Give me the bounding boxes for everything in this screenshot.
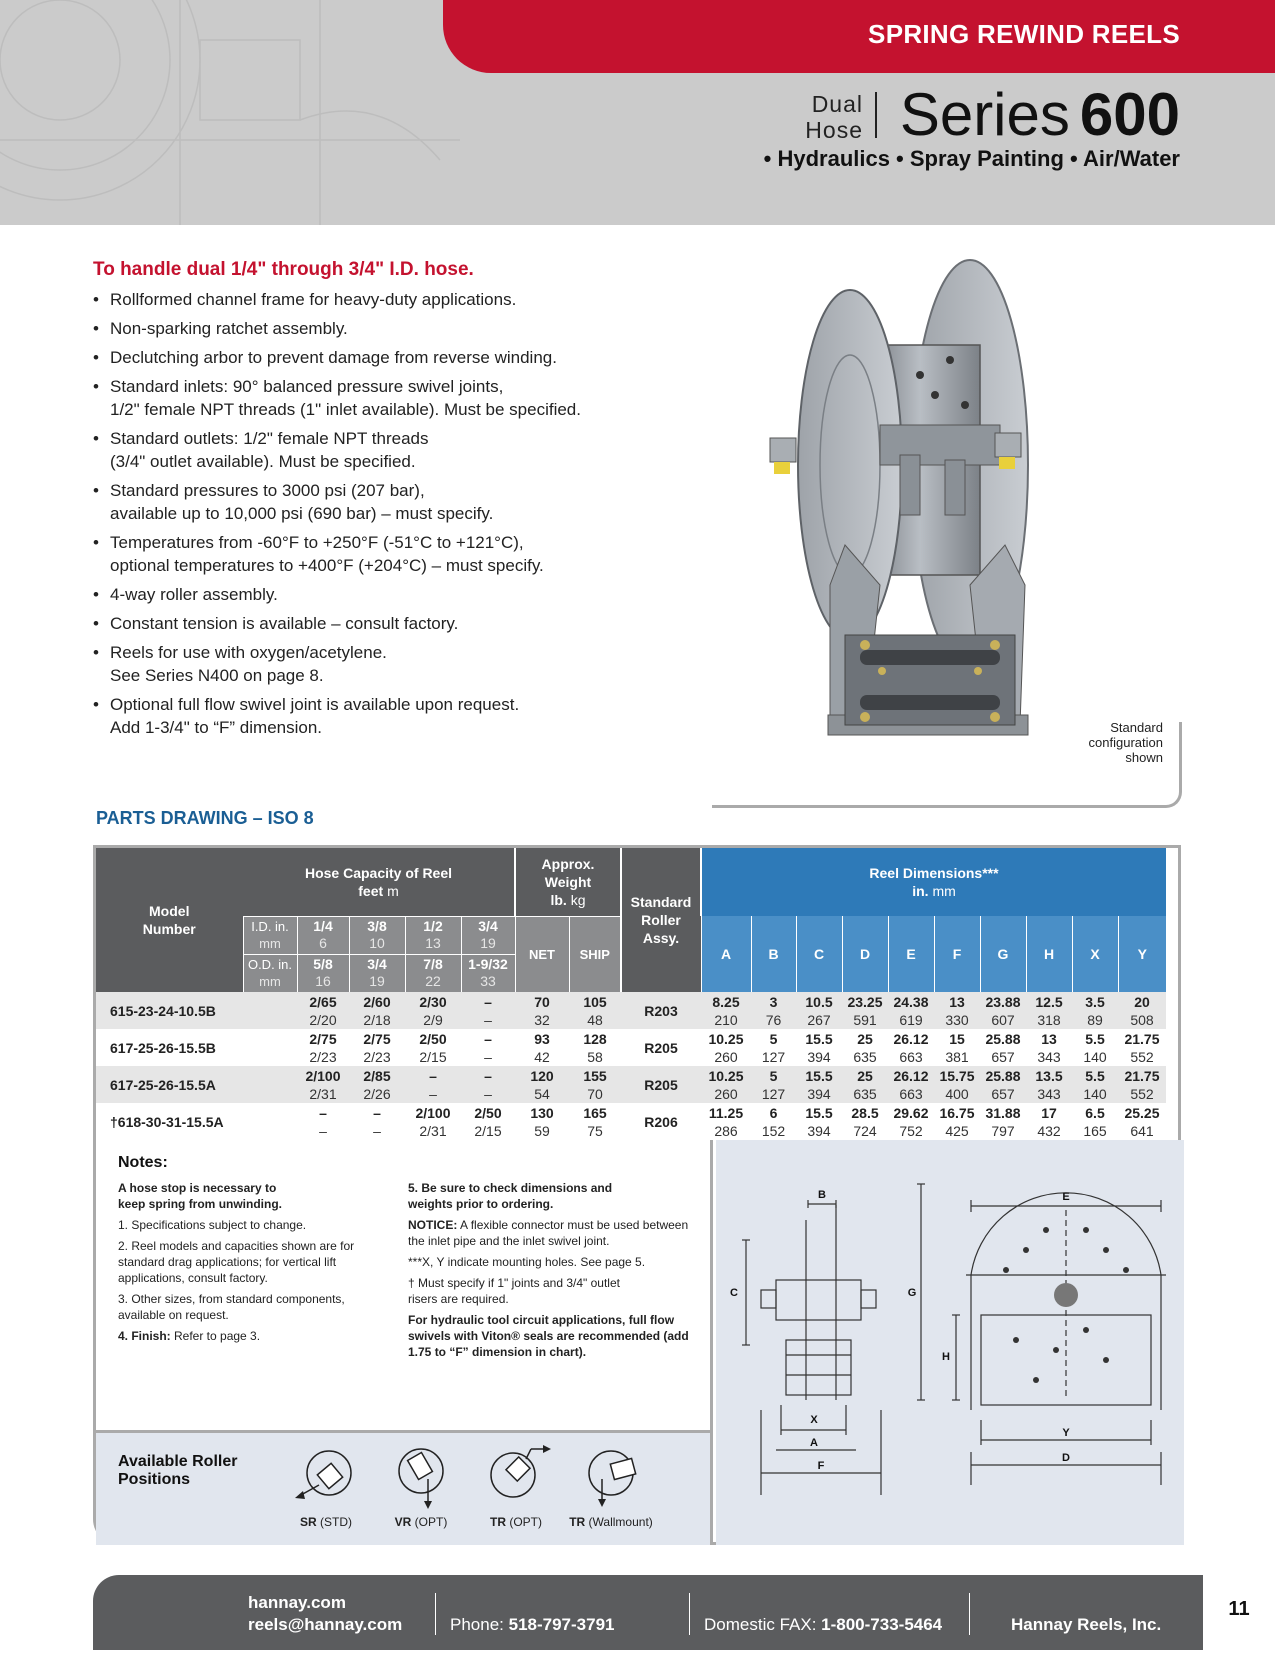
parts-drawing-title: PARTS DRAWING – ISO 8 [96, 808, 314, 828]
reel-dimension: 25.88 657 [980, 1066, 1026, 1103]
dim-letter-f: F [934, 916, 980, 992]
hose-capacity: – – [461, 1029, 515, 1066]
reel-dimension: 13.5 343 [1026, 1066, 1072, 1103]
reel-dimension: 10.25 260 [701, 1029, 751, 1066]
parts-drawing [716, 1140, 1184, 1545]
reel-dimension: 5.5 140 [1072, 1066, 1118, 1103]
dim-letter-g: G [980, 916, 1026, 992]
list-item: • Reels for use with oxygen/acetylene. See Series N400 on page 8. [93, 643, 387, 685]
reel-dimension: 15.5 394 [796, 1029, 842, 1066]
ship-weight: 165 75 [569, 1103, 621, 1140]
reel-dimension: 31.88 797 [980, 1103, 1026, 1140]
note-5: 5. Be sure to check dimensions and weights prior to ordering. [408, 1181, 613, 1211]
note-xy: ***X, Y indicate mounting holes. See page 5. [408, 1255, 646, 1269]
reel-dimension: 3 76 [751, 992, 796, 1029]
model-number-header: Model Number [96, 848, 243, 992]
dim-letter-a: A [701, 916, 751, 992]
hose-capacity: 2/100 2/31 [297, 1066, 349, 1103]
hose-capacity: 2/30 2/9 [405, 992, 461, 1029]
roller-position-tr: TR (OPT) [471, 1443, 561, 1543]
model-number: 615-23-24-10.5B [96, 992, 297, 1029]
net-weight: 70 32 [515, 992, 569, 1029]
model-number: 617-25-26-15.5A [96, 1066, 297, 1103]
reel-dimensions-header: Reel Dimensions*** in. mm [701, 848, 1166, 916]
reel-dimension: 21.75 552 [1118, 1029, 1166, 1066]
reel-dimension: 6.5 165 [1072, 1103, 1118, 1140]
reel-dimension: 15.75 400 [934, 1066, 980, 1103]
reel-dimension: 15 381 [934, 1029, 980, 1066]
list-item: • 4-way roller assembly. [93, 585, 278, 604]
features-title: To handle dual 1/4" through 3/4" I.D. hose. [93, 259, 474, 280]
hose-capacity: 2/60 2/18 [349, 992, 405, 1029]
dim-label-x: X [810, 1414, 818, 1426]
title-divider [875, 92, 877, 138]
reel-dimension: 13 330 [934, 992, 980, 1029]
reel-dimension: 15.5 394 [796, 1103, 842, 1140]
dim-label-y: Y [1062, 1427, 1070, 1439]
list-item: • Standard pressures to 3000 psi (207 bar), available up to 10,000 psi (690 bar) – must specify. [93, 481, 494, 523]
series-word: Series [899, 81, 1070, 148]
hose-capacity-header: Hose Capacity of Reel feet m [243, 848, 515, 916]
note-hose-stop: A hose stop is necessary to keep spring from unwinding. [118, 1181, 283, 1211]
reel-dimension: 11.25 286 [701, 1103, 751, 1140]
hose-size-id: 3/8 10 [349, 916, 405, 954]
notes-section [96, 1140, 713, 1430]
dim-label-f: F [817, 1460, 825, 1472]
net-header: NET [515, 916, 569, 992]
notes-title: Notes: [118, 1154, 168, 1171]
table-row [96, 1103, 1166, 1140]
table-row [96, 992, 1166, 1029]
roller-assy: R203 [621, 992, 701, 1029]
reel-dimension: 25 635 [842, 1029, 888, 1066]
dim-letter-b: B [751, 916, 796, 992]
hose-size-id: 1/2 13 [405, 916, 461, 954]
ship-weight: 128 58 [569, 1029, 621, 1066]
list-item: • Optional full flow swivel joint is available upon request. Add 1-3/4" to “F” dimension. [93, 695, 520, 737]
note-3: 3. Other sizes, from standard components, available on request. [118, 1292, 345, 1322]
reel-dimension: 28.5 724 [842, 1103, 888, 1140]
hose-size-od: 3/4 19 [349, 954, 405, 992]
specifications-panel [93, 845, 1181, 1545]
dim-letter-e: E [888, 916, 934, 992]
reel-dimension: 10.5 267 [796, 992, 842, 1029]
footer-faxes: Domestic FAX: 1-800-733-5464 International FAX: 518-797-3259 [704, 1615, 950, 1678]
list-item: • Constant tension is available – consult factory. [93, 614, 459, 633]
roller-position-vr: VR (OPT) [376, 1443, 466, 1543]
reel-dimension: 21.75 552 [1118, 1066, 1166, 1103]
hose-capacity: – – [349, 1103, 405, 1140]
id-label: I.D. in. mm [243, 916, 297, 954]
hose-size-od: 1-9/32 33 [461, 954, 515, 992]
dim-letter-y: Y [1118, 916, 1166, 992]
roller-wallmount-icon [566, 1443, 656, 1513]
hose-capacity: 2/75 2/23 [349, 1029, 405, 1066]
list-item: • Temperatures from -60°F to +250°F (-51°C to +121°C), optional temperatures to +400°F (+204°C) – must specify. [93, 533, 544, 575]
reel-dimension: 24.38 619 [888, 992, 934, 1029]
note-notice: NOTICE: A flexible connector must be used between the inlet pipe and the inlet swivel joint. [408, 1218, 689, 1248]
specifications-table [96, 848, 1166, 1140]
series-title [900, 80, 1180, 149]
reel-dimension: 17 432 [1026, 1103, 1072, 1140]
dim-label-g: G [907, 1287, 917, 1299]
reel-dimension: 25.25 641 [1118, 1103, 1166, 1140]
hose-capacity: 2/50 2/15 [405, 1029, 461, 1066]
background-reel-drawing [0, 0, 460, 225]
table-row [96, 1029, 1166, 1066]
spec-rows [96, 992, 1166, 1140]
notes-column-2 [408, 1180, 698, 1365]
reel-dimension: 5.5 140 [1072, 1029, 1118, 1066]
reel-dimension: 15.5 394 [796, 1066, 842, 1103]
ship-weight: 155 70 [569, 1066, 621, 1103]
reel-dimension: 25.88 657 [980, 1029, 1026, 1066]
notes-column-1 [118, 1180, 378, 1349]
hose-capacity: 2/85 2/26 [349, 1066, 405, 1103]
list-item: • Rollformed channel frame for heavy-duty applications. [93, 290, 517, 309]
roller-assy: R205 [621, 1029, 701, 1066]
list-item: • Standard inlets: 90° balanced pressure swivel joints, 1/2" female NPT threads (1" inlet available). Must be specified. [93, 377, 581, 419]
reel-dimension: 13 343 [1026, 1029, 1072, 1066]
dim-label-c: C [730, 1287, 738, 1299]
roller-sr-icon [281, 1443, 371, 1513]
footer-company: Hannay Reels, Inc. [1011, 1615, 1162, 1634]
hose-capacity: 2/50 2/15 [461, 1103, 515, 1140]
net-weight: 120 54 [515, 1066, 569, 1103]
footer-phones: Phone: 518-797-3791 Toll Free: 1-877-467-3357 [450, 1615, 646, 1678]
reel-dimension: 8.25 210 [701, 992, 751, 1029]
net-weight: 130 59 [515, 1103, 569, 1140]
reel-dimension: 6 152 [751, 1103, 796, 1140]
model-number: 617-25-26-15.5B [96, 1029, 297, 1066]
roller-tr-icon [471, 1443, 561, 1513]
note-4: 4. Finish: Refer to page 3. [118, 1329, 261, 1343]
hose-capacity: – – [461, 1066, 515, 1103]
hose-size-od: 5/8 16 [297, 954, 349, 992]
hose-size-id: 1/4 6 [297, 916, 349, 954]
reel-dimension: 26.12 663 [888, 1066, 934, 1103]
note-hydraulic: For hydraulic tool circuit applications, full flow swivels with Viton® seals are recommended (add 1.75 to “F” dimension in chart). [408, 1313, 689, 1359]
note-dagger: † Must specify if 1" joints and 3/4" outlet risers are required. [408, 1276, 620, 1306]
dim-label-e: E [1062, 1191, 1070, 1203]
hose-capacity: – – [405, 1066, 461, 1103]
list-item: • Standard outlets: 1/2" female NPT threads (3/4" outlet available). Must be specified. [93, 429, 429, 471]
features-list [93, 288, 673, 745]
od-label: O.D. in. mm [243, 954, 297, 992]
application-subtitle: • Hydraulics • Spray Painting • Air/Water [763, 146, 1180, 171]
dim-letter-x: X [1072, 916, 1118, 992]
category-banner [443, 0, 1275, 73]
dimension-drawing [716, 1140, 1184, 1545]
hose-size-od: 7/8 22 [405, 954, 461, 992]
reel-dimension: 23.25 591 [842, 992, 888, 1029]
reel-dimension: 10.25 260 [701, 1066, 751, 1103]
dim-label-a: A [810, 1437, 818, 1449]
list-item: • Non-sparking ratchet assembly. [93, 319, 348, 338]
ship-weight: 105 48 [569, 992, 621, 1029]
list-item: • Declutching arbor to prevent damage from reverse winding. [93, 348, 557, 367]
reel-dimension: 16.75 425 [934, 1103, 980, 1140]
reel-dimension: 12.5 318 [1026, 992, 1072, 1029]
hose-size-id: 3/4 19 [461, 916, 515, 954]
footer-web-email[interactable]: hannay.com reels@hannay.com [248, 1593, 403, 1634]
reel-dimension: 20 508 [1118, 992, 1166, 1029]
roller-assy: R205 [621, 1066, 701, 1103]
series-number: 600 [1079, 81, 1180, 148]
reel-dimension: 3.5 89 [1072, 992, 1118, 1029]
category-title: SPRING REWIND REELS [868, 19, 1180, 49]
hose-capacity: 2/100 2/31 [405, 1103, 461, 1140]
dim-letter-h: H [1026, 916, 1072, 992]
note-2: 2. Reel models and capacities shown are for standard drag applications; for vertical lift applications, consult factory. [118, 1239, 355, 1285]
page-number: 11 [1203, 1583, 1275, 1650]
hose-capacity: – – [297, 1103, 349, 1140]
model-number: †618-30-31-15.5A [96, 1103, 297, 1140]
reel-dimension: 26.12 663 [888, 1029, 934, 1066]
dim-letter-c: C [796, 916, 842, 992]
hose-capacity: 2/65 2/20 [297, 992, 349, 1029]
approx-weight-header: Approx. Weight lb. kg [515, 848, 621, 916]
hose-capacity: 2/75 2/23 [297, 1029, 349, 1066]
reel-dimension: 25 635 [842, 1066, 888, 1103]
dim-label-b: B [818, 1189, 826, 1201]
page-header [0, 0, 1275, 225]
net-weight: 93 42 [515, 1029, 569, 1066]
table-row [96, 1066, 1166, 1103]
dim-label-d: D [1062, 1452, 1070, 1464]
roller-position-tr-wallmount: TR (Wallmount) [566, 1443, 656, 1543]
roller-positions-section [96, 1430, 713, 1545]
roller-positions-label: Available Roller Positions [118, 1453, 238, 1488]
dim-label-h: H [942, 1351, 950, 1363]
dual-hose-label: Dual Hose [805, 91, 863, 143]
page-footer [93, 1575, 1203, 1678]
reel-dimension: 29.62 752 [888, 1103, 934, 1140]
hose-capacity: – – [461, 992, 515, 1029]
roller-assy: R206 [621, 1103, 701, 1140]
reel-dimension: 23.88 607 [980, 992, 1026, 1029]
roller-vr-icon [376, 1443, 466, 1513]
note-1: 1. Specifications subject to change. [118, 1218, 307, 1232]
reel-dimension: 5 127 [751, 1066, 796, 1103]
roller-assy-header: Standard Roller Assy. [621, 848, 701, 992]
roller-position-sr: SR (STD) [281, 1443, 371, 1543]
dim-letter-d: D [842, 916, 888, 992]
product-photo-reel [770, 255, 1090, 770]
ship-header: SHIP [569, 916, 621, 992]
reel-dimension: 5 127 [751, 1029, 796, 1066]
photo-caption: Standard configuration shown [1088, 720, 1163, 765]
